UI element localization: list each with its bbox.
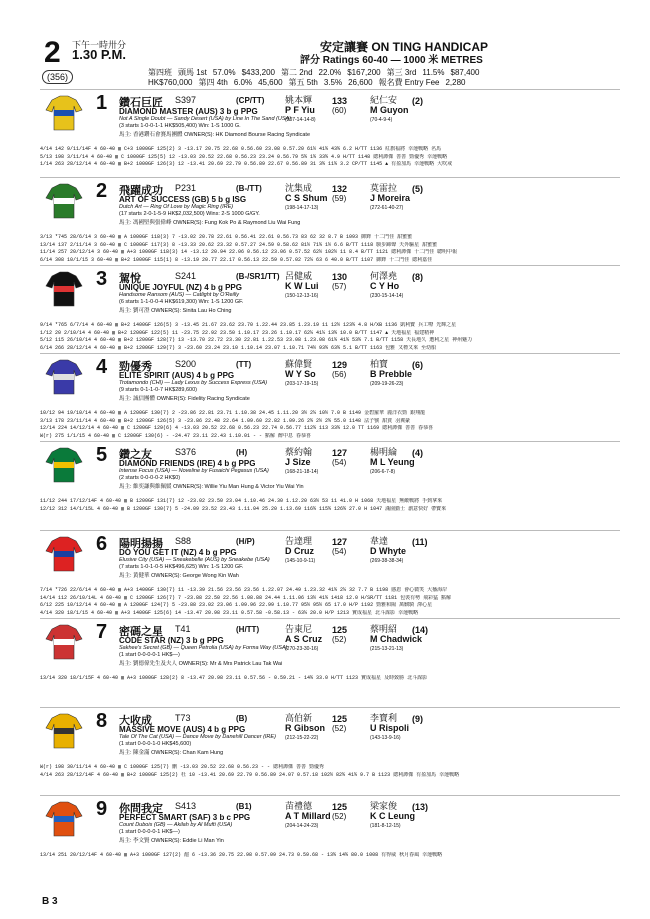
jockey-silks-icon [44,270,84,308]
jockey-record: (209-19-26-23) [370,381,404,387]
prize-cell: 第五 5th [288,78,318,87]
prize-cell: 第二 2nd [280,68,313,77]
horse-code: S200 [175,359,197,369]
horse-weight: (54) [332,458,347,467]
horse-owner: 馬主: 黃健華 OWNER(S): George Wong Kin Wah [119,573,239,579]
trainer-name-cn: 沈集成 [285,183,313,193]
jockey-name-cn: 李寶利 [370,713,398,723]
horse-gear: (B1) [236,802,252,811]
form-row: 6/14 308 10/1/15 3 60-40 ▥ B+2 1000GF 115(1) 8 -13.19 20.77 22.17 0.56.13 22.59 0.57.02 72¼ 63 6 40.0 B/TT 1107 御鐸 十二門佳 總利嘉佳 [40,256,433,263]
horse-gear: (CP/TT) [236,96,265,105]
horse-name-en: DIAMOND MASTER (AUS) 3 b g PPG [119,107,258,116]
entry-divider [40,89,620,90]
form-row: 12/12 312 14/1/15L 4 60-40 ▥ B 1200GF 130(7) 5 -24.09 23.52 23.43 1.11.04 25.20 1.13.69 116¾ 115¾ 126¾ 27.0 H 1047 滿園勤士 創意快好 帶寶來 [40,505,447,512]
entry-divider [40,353,620,354]
trainer-name-en: K W Lui [285,281,319,291]
trainer [285,624,322,654]
trainer [285,183,328,213]
prize-cell: $433,200 [241,68,275,77]
prize-cell: 6.0% [233,78,253,87]
trainer-name-cn: 高伯新 [285,713,313,723]
trainer-name-en: P F Yiu [285,105,315,115]
horse-code: S376 [175,447,197,457]
jockey-name-en: M Chadwick [370,634,423,644]
horse-owner: 馬主: 劉可澄 OWNER(S): Sinita Lau Ho Ching [119,308,232,314]
form-row: W(r) 198 30/11/14 4 60-40 ▥ C 1000GF 125(7) 刪 -13.03 20.52 22.68 0.56.23 - - 總利譚傑 善善 勁優秀 [40,764,325,770]
past-form-table [40,410,625,440]
form-row: 3/13 *745 28/6/14 3 60-40 ▥ A 1000GF 118(3) 7 -13.02 20.78 22.61 0.56.41 22.61 0.56.73 83 62 32 8.7 B 1093 御鐸 十二門佳 甜蜜蜜 [40,234,413,240]
form-row: 10/12 94 19/10/14 4 60-40 ▥ A 1200GF 130(7) 2 -23.86 22.81 23.71 1.10.38 24.45 1.11.20 3½ 2¼ 10½ 7.0 B 1149 金碧羅華 麗洋衣勁 銀翔龍 [40,410,426,416]
jockey-name-cn: 梁家俊 [370,801,398,811]
horse-name-en: PERFECT SMART (SAF) 3 b c PPG [119,813,251,822]
horse-owner: 馬主: 李文賢 OWNER(S): Eddie Li Man Yin [119,838,224,844]
past-form-table [40,234,625,264]
horse-number: 3 [96,268,108,290]
barrier-draw: (14) [412,625,429,635]
horse-gear: (H) [236,448,248,457]
horse-name-cn: 密碼之星 [119,626,163,638]
form-row: 4/14 142 9/11/14F 4 60-40 ▥ C+3 1000GF 125(2) 3 -13.17 20.75 22.68 0.56.60 23.08 0.57.20 61½ 41¾ 43¾ 6.2 H/TT 1136 紅旗福將 幸運戰略 名馬 [40,146,442,152]
trainer-record: (198-14-17-13) [285,205,319,211]
jockey-name-cn: 楊明綸 [370,447,398,457]
horse-rating: 125 [332,802,348,812]
horse-number: 9 [96,798,108,820]
race-time-en: 1.30 P.M. [72,47,126,62]
jockey-record: (206-6-7-8) [370,469,396,475]
trainer-name-cn: 苗禮德 [285,801,313,811]
horse-career-stats: (1 start 0-0-0-0-1 HK$—) [119,829,180,835]
form-row: 6/12 225 10/12/14 4 60-40 ▥ A 1200GF 124(7) 5 -23.88 23.02 23.06 1.09.96 22.99 1.10.77 95½ 95½ 65 17.0 H/P 1192 勁雅和陽 萬麒騎 澤心星 [40,602,433,608]
horse-gear: (B-/TT) [236,184,262,193]
horse-name-en: ELITE SPIRIT (AUS) 4 b g PPG [119,371,235,380]
trainer-name-cn: 告達理 [285,536,313,546]
jockey [370,359,412,389]
form-row: 11/12 244 17/12/14F 4 60-40 ▥ B 1200GF 131(7) 12 -23.02 23.50 23.04 1.10.46 24.30 1.12.20 63½ 53 11 41.0 H 1068 天地福星 無敵戰將 手到拿來 [40,498,443,504]
trainer-name-en: A S Cruz [285,634,323,644]
prize-cell: 頭馬 1st [178,68,207,77]
horse-career-stats: (9 starts 0-1-1-0-7 HK$289,600) [119,387,197,393]
horse-rating: 133 [332,96,348,106]
jockey-silks-icon [44,94,84,132]
trainer [285,801,331,831]
horse-pedigree: Sakhee's Secret (GB) — Queen Petrolia (USA) by Forma Way (USA) [119,645,288,651]
trainer-record: (204-14-24-23) [285,823,319,829]
trainer-name-en: A T Millard [285,811,331,821]
jockey-silks-icon [44,358,84,396]
jockey-name-en: M Guyon [370,105,409,115]
race-title: 安定讓賽 ON TING HANDICAP [320,40,489,54]
horse-code: S413 [175,801,197,811]
jockey-name-en: J Moreira [370,193,411,203]
form-row: 1/14 263 28/12/14 4 60-40 ▥ B+2 1000GF 126(3) 12 -13.41 20.69 22.79 0.56.89 22.67 0.56.89 31 3¾ 11¾ 3.2 CP/TT 1145 ▲ 有盈加馬 幸運戰略 大吹戒 [40,161,453,167]
horse-rating: 130 [332,272,348,282]
past-form-table [40,498,625,513]
horse-pedigree: Elusive City (USA) — Sneakebelle (AUS) by Sneakebe (USA) [119,557,270,563]
horse-weight: (52) [332,812,347,821]
horse-career-stats: (17 starts 2-0-1-5-9 HK$2,032,500) Wins: 2-S 1000 G/GY. [119,211,260,217]
jockey [370,183,410,213]
form-row: 13/14 320 18/1/15F 4 60-40 ▥ A+3 1000GF 128(2) 8 -13.47 20.98 23.11 0.57.56 - 0.59.21 - 14¾ 33.0 H/TT 1123 實成福星 及時致勝 北斗謀影 [40,675,428,681]
jockey-record: (230-15-14-14) [370,293,404,299]
jockey-silks-icon [44,535,84,573]
form-row: 7/14 *726 22/6/14 4 60-40 ▥ A+3 1400GF 130(7) 11 -13.39 21.56 23.56 23.56 1.22.07 24.49 1.23.32 41¾ 2¼ 32 7.7 B 1198 感恩 會心微笑 大播海岸 [40,587,448,593]
jockey-silks-icon [44,800,84,838]
prize-cell: 3.5% [323,78,343,87]
jockey-record: (215-13-21-13) [370,646,404,652]
barrier-draw: (5) [412,184,423,194]
jockey-name-en: B Prebble [370,369,413,379]
horse-rating: 125 [332,714,348,724]
horse-number: 8 [96,710,108,732]
past-form-table [40,764,625,779]
horse-pedigree: Intense Focus (USA) — Noveline by Fusaichi Pegasus (USA) [119,468,269,474]
horse-name-cn: 駕悅 [119,273,141,285]
horse-career-stats: (3 starts 1-0-0-1-1 HK$505,400) Win: 1-S 1000 G. [119,123,241,129]
race-header [0,0,650,90]
trainer-record: (207-14-14-8) [285,117,316,123]
jockey-name-en: D Whyte [370,546,406,556]
trainer-record: (203-17-19-15) [285,381,319,387]
horse-name-cn: 勁優秀 [119,361,152,373]
form-row: W(r) 275 1/1/15 4 60-40 ▥ C 1200GF 130(6) - -24.47 23.11 22.43 1.10.01 - - 點解 醉中息 春恭喜 [40,432,312,439]
jockey-name-cn: 莫雷拉 [370,183,398,193]
form-row: 13/14 137 2/11/14 3 60-40 ▥ C 1000GF 117(3) 8 -13.33 20.62 23.32 0.57.27 24.59 0.58.62 81½ 71¾ 1½ 6.6 B/TT 1118 駿步蹄聲 天外驅星 甜蜜蜜 [40,241,438,248]
horse-code: P231 [175,183,197,193]
trainer-name-cn: 呂健威 [285,271,313,281]
form-row: 12/14 224 14/12/14 4 60-40 ▥ C 1200GF 129(6) 4 -13.03 20.52 22.68 0.56.23 22.74 0.56.77 112¾ 113 33¾ 12.0 TT 1169 總利譚傑 善善 春恭喜 [40,425,434,431]
horse-code: T41 [175,624,191,634]
horse-entry [40,798,625,906]
trainer [285,359,318,389]
race-subtitle: 評分 Ratings 60-40 — 1000 米 METRES [300,55,483,66]
race-rating-code: (356) [42,70,73,84]
horse-number: 2 [96,180,108,202]
form-row: 9/14 *765 6/7/14 4 60-40 ▥ B+2 1400GF 126(5) 3 -13.45 21.67 23.62 23.70 1.22.44 23.85 1.23.19 11 12½ 123¾ 4.8 H/XB 1136 凱利寶 兵工嘹 光輝之星 [40,322,457,328]
prize-cell: 57.0% [212,68,236,77]
horse-number: 1 [96,92,108,114]
horse-rating: 129 [332,360,348,370]
jockey-record: (269-38-38-34) [370,558,404,564]
jockey [370,95,409,125]
entry-divider [40,707,620,708]
jockey-silks-icon [44,712,84,750]
prize-cell: 報名費 Entry Fee [378,78,440,87]
horse-number: 5 [96,444,108,466]
prize-cell: 45,600 [258,78,283,87]
horse-weight: (52) [332,724,347,733]
prize-row-2 [148,78,485,88]
horse-owner: 馬主: 馮國堅與張偉峰 OWNER(S): Fung Kok Po & Raymond Liu Wai Fung [119,220,301,226]
horse-weight: (54) [332,547,347,556]
jockey-name-en: U Rispoli [370,723,410,733]
horse-code: T73 [175,713,191,723]
form-row: 14/14 112 26/10/14L 4 60-40 ▥ C 1200GF 126(7) 7 -23.88 22.50 22.56 1.08.88 24.44 1.11.06 13½ 41¾ 1418 12.0 H/SR/TT 1181 包裝有勢 飛彩猛 點解 [40,594,452,601]
past-form-table [40,587,625,617]
trainer-record: (150-12-13-16) [285,293,319,299]
horse-gear: (H/P) [236,537,255,546]
horse-name-en: MASSIVE MOVE (AUS) 4 b g PPG [119,725,246,734]
horse-career-stats: (7 starts 1-0-1-0-5 HK$496,625) Win: 1-S 1200 GF. [119,564,244,570]
horse-name-cn: 陽明揚揚 [119,538,163,550]
entry-divider [40,795,620,796]
jockey [370,801,415,831]
horse-rating: 132 [332,184,348,194]
form-row: 11/14 257 20/12/14 3 60-40 ▥ A+3 1000GF 118(3) 14 -13.12 20.94 22.06 0.56.12 23.06 0.57.52 62½ 102½ 11 8.4 B/TT 1121 總利譚傑 十二門佳 聰明中報 [40,249,458,255]
prize-cell: HK$760,000 [148,78,193,87]
jockey-silks-icon [44,182,84,220]
horse-name-cn: 鑽石巨匠 [119,97,163,109]
horse-name-en: UNIQUE JOYFUL (NZ) 4 b g PPG [119,283,242,292]
prize-cell: $167,200 [347,68,381,77]
horse-owner: 馬主: 誠信團體 OWNER(S): Fidelity Racing Syndicate [119,396,250,402]
prize-row-1 [148,68,485,78]
entry-divider [40,530,620,531]
prize-cell: $87,400 [450,68,480,77]
horse-pedigree: Dutch Art — Ring Of Love by Magic Ring (IRE) [119,204,234,210]
horse-name-cn: 你問我定 [119,803,163,815]
form-row: 6/14 266 28/12/14 4 60-40 ▥ B+2 1200GF 129(7) 3 -23.60 23.24 23.10 1.10.14 23.07 1.10.71 74½ 93¾ 63¾ 5.1 B/TT 1163 包雅 又標又來 至幼船 [40,344,437,351]
past-form-table [40,322,625,352]
prize-cell: 第三 3rd [386,68,417,77]
horse-career-stats: (6 starts 1-1-0-0-4 HK$619,300) Win: 1-S 1200 GF. [119,299,244,305]
horse-weight: (56) [332,370,347,379]
trainer [285,95,316,125]
jockey-record: (181-8-12-15) [370,823,401,829]
horse-pedigree: Handsome Ransom (AUS) — Catlight by O'Reilly [119,292,239,298]
trainer [285,271,319,301]
trainer-record: (168-21-18-14) [285,469,319,475]
trainer-name-en: J Size [285,457,311,467]
barrier-draw: (13) [412,802,429,812]
trainer [285,713,325,743]
horse-code: S88 [175,536,192,546]
jockey [370,271,403,301]
jockey-record: (70-4-9-4) [370,117,393,123]
horse-owner: 馬主: 陳金滿 OWNER(S): Chan Kam Hung [119,750,224,756]
jockey-silks-icon [44,446,84,484]
jockey-name-cn: 何澤堯 [370,271,398,281]
jockey-name-cn: 蔡明紹 [370,624,398,634]
jockey-name-cn: 韋達 [370,536,389,546]
jockey-name-en: M L Yeung [370,457,415,467]
horse-name-en: DO YOU GET IT (NZ) 4 b g PPG [119,548,237,557]
trainer-name-cn: 蘇偉賢 [285,359,313,369]
horse-weight: (57) [332,282,347,291]
barrier-draw: (9) [412,714,423,724]
horse-rating: 127 [332,537,348,547]
horse-name-cn: 鑽之友 [119,449,152,461]
prize-money [148,68,485,88]
horse-career-stats: (1 start 0-0-0-1-0 HK$45,600) [119,741,192,747]
trainer [285,536,315,566]
entry-divider [40,265,620,266]
form-row: 5/13 198 3/11/14 4 60-40 ▥ C 1000GF 125(5) 12 -13.03 20.52 22.68 0.56.23 23.24 0.56.79 5¾ 1¾ 33¾ 4.9 H/TT 1148 總利譚傑 善善 勁優秀 幸運戰略 [40,153,448,160]
horse-weight: (60) [332,106,347,115]
horse-number: 6 [96,533,108,555]
trainer-record: (270-23-30-16) [285,646,319,652]
trainer-name-cn: 告東尼 [285,624,313,634]
race-time-cn: 下午一時卅分 [72,40,127,50]
horse-rating: 125 [332,625,348,635]
horse-name-cn: 飛躍成功 [119,185,163,197]
horse-gear: (TT) [236,360,252,369]
horse-code: S397 [175,95,197,105]
entry-divider [40,441,620,442]
entry-divider [40,618,620,619]
jockey-record: (143-13-9-16) [370,735,401,741]
entry-divider [40,177,620,178]
trainer [285,447,318,477]
form-row: 13/14 251 20/12/14F 4 60-40 ▥ A+3 1000GF 127(2) 滬 6 -13.36 20.75 22.98 0.57.09 24.73 0.59.68 - 13¾ 14¾ 80.0 1008 有得威 秋月春風 幸運戰略 [40,852,443,858]
trainer-name-en: W Y So [285,369,316,379]
jockey [370,536,406,566]
horse-pedigree: Not A Single Doubt — Sandy Desert (USA) by Line In The Sand (USA) [119,116,292,122]
form-row: 1/12 20 2/10/14 4 60-40 ▥ B+2 1200GF 122(5) 11 -23.75 22.92 23.50 1.10.17 23.26 1.10.17 62¼ 41¼ 13¾ 10.0 B/TT 1147 ▲ 天地福星 福建精神 [40,329,435,336]
past-form-table [40,146,625,169]
horse-name-en: ART OF SUCCESS (GB) 5 b g ISG [119,195,247,204]
trainer-record: (212-15-22-22) [285,735,319,741]
horse-name-en: DIAMOND FRIENDS (IRE) 4 b g PPG [119,459,256,468]
prize-cell: 11.5% [422,68,445,77]
jockey-name-en: K C Leung [370,811,415,821]
form-row: 4/14 263 28/12/14F 4 60-40 ▥ B+2 1000GF 125(2) 杜 10 -13.41 20.69 22.79 0.56.89 24.07 0.57.18 102½ 82¾ 41¾ 9.7 B 1123 總利譚傑 有盈加馬 幸運戰略 [40,771,460,778]
page-footer: B 3 [42,896,58,907]
horse-gear: (H/TT) [236,625,260,634]
jockey-name-cn: 柏寶 [370,359,389,369]
horse-owner: 馬主: 劉德偉先生及夫人 OWNER(S): Mr & Mrs Patrick Lau Tak Wai [119,661,283,667]
prize-cell: 26,600 [348,78,373,87]
past-form-table [40,675,625,683]
past-form-table [40,852,625,860]
horse-pedigree: Trotamondo (CHI) — Lady Lexus by Success Express (USA) [119,380,268,386]
horse-career-stats: (2 starts 0-0-0-0-2 HK$0) [119,475,181,481]
barrier-draw: (4) [412,448,423,458]
trainer-name-cn: 姚本輝 [285,95,313,105]
form-row: 3/13 178 23/11/14 4 60-40 ▥ B+2 1200GF 126(5) 3 -23.86 22.48 22.64 1.09.60 22.82 1.09.26 2¾ 2½ 2¾ 55.0 1148 法子號 甜賈 羽翼豪 [40,417,411,424]
horse-career-stats: (1 start 0-0-0-0-1 HK$—) [119,652,180,658]
horse-pedigree: Count Dubois (GB) — Akilah by Al Mufti (USA) [119,822,233,828]
form-row: 5/12 115 26/10/14 4 60-40 ▥ B+2 1200GF 128(7) 13 -13.70 22.72 23.30 22.81 1.22.53 23.08 1.23.08 61¾ 41¾ 53¾ 7.1 B/TT 1158 天長地久 遭利之星 神州魅力 [40,337,473,343]
horse-code: S241 [175,271,197,281]
prize-cell: 第四 4th [198,78,228,87]
barrier-draw: (6) [412,360,423,370]
jockey-record: (272-61-40-27) [370,205,404,211]
barrier-draw: (8) [412,272,423,282]
horse-pedigree: Tale Of The Cat (USA) — Dance Move by Danehill Dancer (IRE) [119,734,276,740]
jockey [370,447,415,477]
race-number: 2 [44,36,61,69]
prize-cell: 2,280 [445,78,466,87]
horse-name-cn: 大收成 [119,715,152,727]
horse-owner: 馬主: 維奕謙與維佩媛 OWNER(S): Willie Yiu Man Hung & Victor Yiu Wai Yin [119,484,304,490]
trainer-name-cn: 蔡約翰 [285,447,313,457]
trainer-name-en: D Cruz [285,546,314,556]
prize-cell: 22.0% [318,68,342,77]
horse-rating: 127 [332,448,348,458]
horse-owner: 馬主: 香港鑽石會賽馬團體 OWNER(S): HK Diamond Bourse Racing Syndicate [119,132,311,138]
horse-gear: (B) [236,714,248,723]
trainer-name-en: C S Shum [285,193,328,203]
horse-weight: (52) [332,635,347,644]
jockey-silks-icon [44,623,84,661]
horse-number: 7 [96,621,108,643]
horse-name-en: CODE STAR (NZ) 3 b g PPG [119,636,224,645]
jockey [370,713,409,743]
horse-weight: (59) [332,194,347,203]
jockey-name-cn: 紀仁安 [370,95,398,105]
trainer-record: (145-10-9-11) [285,558,316,564]
barrier-draw: (2) [412,96,423,106]
trainer-name-en: R Gibson [285,723,325,733]
barrier-draw: (11) [412,537,428,547]
form-row: 4/14 320 18/1/15 4 60-40 ▥ A+3 1400GF 125(6) 14 -13.47 20.98 23.11 0.57.58 -0.58.13 - 63¼ 20.0 H/P 1213 實成福星 北斗謀影 幸運戰略 [40,609,419,616]
horse-gear: (B-/SR1/TT) [236,272,280,281]
horse-number: 4 [96,356,108,378]
jockey-name-en: C Y Ho [370,281,400,291]
prize-cell: 第四班 [148,68,172,77]
